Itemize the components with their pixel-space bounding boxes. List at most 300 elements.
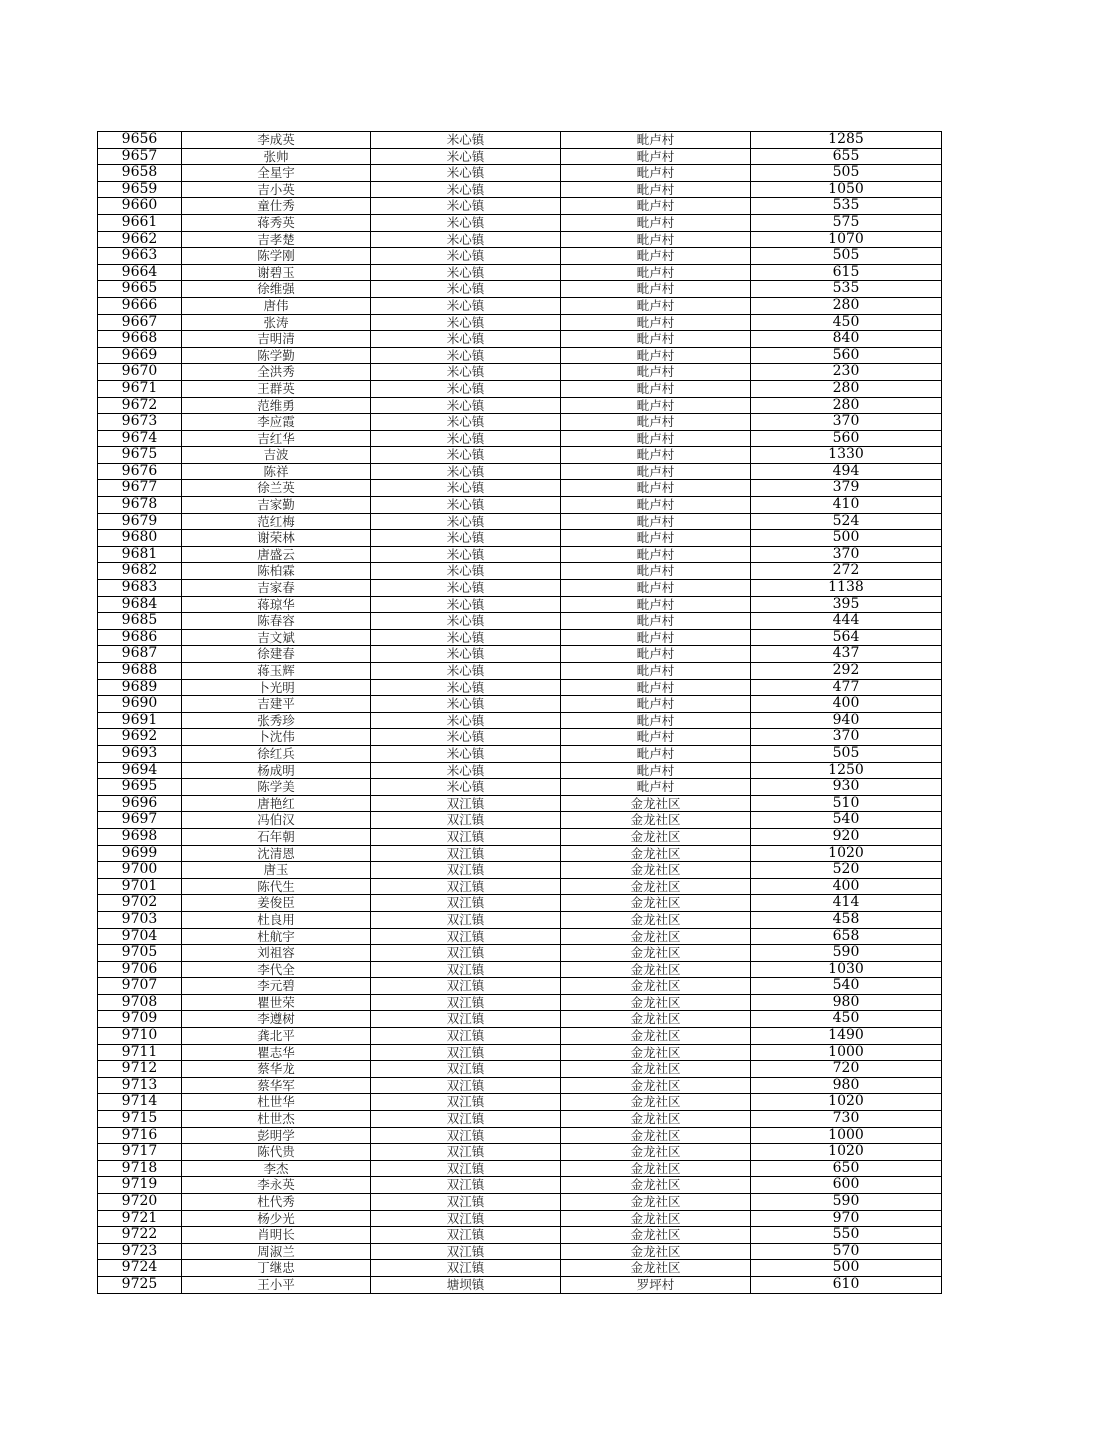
row-number-cell: 9724 bbox=[98, 1260, 182, 1277]
village-cell: 金龙社区 bbox=[561, 795, 751, 812]
village-cell: 金龙社区 bbox=[561, 812, 751, 829]
name-cell: 张秀珍 bbox=[182, 712, 371, 729]
row-number-cell: 9718 bbox=[98, 1160, 182, 1177]
town-cell: 双江镇 bbox=[371, 1044, 561, 1061]
row-number-cell: 9656 bbox=[98, 132, 182, 149]
name-cell: 唐伟 bbox=[182, 297, 371, 314]
table-row bbox=[98, 181, 942, 198]
town-cell: 双江镇 bbox=[371, 1260, 561, 1277]
table-row bbox=[98, 663, 942, 680]
table-row bbox=[98, 1260, 942, 1277]
row-number-cell: 9670 bbox=[98, 364, 182, 381]
name-cell: 卜沈伟 bbox=[182, 729, 371, 746]
town-cell: 米心镇 bbox=[371, 513, 561, 530]
village-cell: 毗卢村 bbox=[561, 513, 751, 530]
town-cell: 米心镇 bbox=[371, 447, 561, 464]
village-cell: 金龙社区 bbox=[561, 1160, 751, 1177]
village-cell: 金龙社区 bbox=[561, 1044, 751, 1061]
table-row bbox=[98, 563, 942, 580]
table-row bbox=[98, 198, 942, 215]
village-cell: 金龙社区 bbox=[561, 1061, 751, 1078]
village-cell: 金龙社区 bbox=[561, 895, 751, 912]
name-cell: 蔡华龙 bbox=[182, 1061, 371, 1078]
table-row bbox=[98, 679, 942, 696]
amount-cell: 590 bbox=[751, 1194, 942, 1211]
town-cell: 双江镇 bbox=[371, 1011, 561, 1028]
name-cell: 李应霞 bbox=[182, 414, 371, 431]
village-cell: 金龙社区 bbox=[561, 878, 751, 895]
town-cell: 米心镇 bbox=[371, 264, 561, 281]
row-number-cell: 9683 bbox=[98, 580, 182, 597]
name-cell: 王群英 bbox=[182, 380, 371, 397]
amount-cell: 280 bbox=[751, 380, 942, 397]
village-cell: 金龙社区 bbox=[561, 1227, 751, 1244]
town-cell: 双江镇 bbox=[371, 812, 561, 829]
village-cell: 金龙社区 bbox=[561, 1194, 751, 1211]
amount-cell: 1330 bbox=[751, 447, 942, 464]
row-number-cell: 9657 bbox=[98, 148, 182, 165]
amount-cell: 400 bbox=[751, 696, 942, 713]
name-cell: 杜世杰 bbox=[182, 1111, 371, 1128]
name-cell: 李元碧 bbox=[182, 978, 371, 995]
name-cell: 陈学勤 bbox=[182, 347, 371, 364]
row-number-cell: 9698 bbox=[98, 828, 182, 845]
amount-cell: 524 bbox=[751, 513, 942, 530]
amount-cell: 560 bbox=[751, 347, 942, 364]
table-row bbox=[98, 1011, 942, 1028]
town-cell: 米心镇 bbox=[371, 646, 561, 663]
row-number-cell: 9663 bbox=[98, 248, 182, 265]
table-row bbox=[98, 281, 942, 298]
row-number-cell: 9708 bbox=[98, 994, 182, 1011]
name-cell: 瞿志华 bbox=[182, 1044, 371, 1061]
table-row bbox=[98, 463, 942, 480]
name-cell: 张涛 bbox=[182, 314, 371, 331]
town-cell: 双江镇 bbox=[371, 862, 561, 879]
table-row bbox=[98, 1094, 942, 1111]
row-number-cell: 9669 bbox=[98, 347, 182, 364]
row-number-cell: 9725 bbox=[98, 1276, 182, 1293]
amount-cell: 1070 bbox=[751, 231, 942, 248]
town-cell: 米心镇 bbox=[371, 679, 561, 696]
amount-cell: 600 bbox=[751, 1177, 942, 1194]
town-cell: 双江镇 bbox=[371, 828, 561, 845]
row-number-cell: 9661 bbox=[98, 214, 182, 231]
row-number-cell: 9687 bbox=[98, 646, 182, 663]
amount-cell: 575 bbox=[751, 214, 942, 231]
row-number-cell: 9665 bbox=[98, 281, 182, 298]
name-cell: 吉建平 bbox=[182, 696, 371, 713]
town-cell: 塘坝镇 bbox=[371, 1276, 561, 1293]
amount-cell: 505 bbox=[751, 165, 942, 182]
name-cell: 冯伯汉 bbox=[182, 812, 371, 829]
amount-cell: 940 bbox=[751, 712, 942, 729]
village-cell: 毗卢村 bbox=[561, 430, 751, 447]
name-cell: 李遵树 bbox=[182, 1011, 371, 1028]
amount-cell: 458 bbox=[751, 911, 942, 928]
amount-cell: 1030 bbox=[751, 961, 942, 978]
town-cell: 米心镇 bbox=[371, 231, 561, 248]
name-cell: 徐维强 bbox=[182, 281, 371, 298]
table-row bbox=[98, 629, 942, 646]
name-cell: 吉红华 bbox=[182, 430, 371, 447]
amount-cell: 1250 bbox=[751, 762, 942, 779]
amount-cell: 500 bbox=[751, 530, 942, 547]
name-cell: 李永英 bbox=[182, 1177, 371, 1194]
village-cell: 金龙社区 bbox=[561, 1077, 751, 1094]
village-cell: 金龙社区 bbox=[561, 945, 751, 962]
name-cell: 沈清恩 bbox=[182, 845, 371, 862]
village-cell: 毗卢村 bbox=[561, 214, 751, 231]
village-cell: 毗卢村 bbox=[561, 165, 751, 182]
village-cell: 金龙社区 bbox=[561, 862, 751, 879]
town-cell: 双江镇 bbox=[371, 1094, 561, 1111]
amount-cell: 930 bbox=[751, 779, 942, 796]
amount-cell: 1000 bbox=[751, 1127, 942, 1144]
town-cell: 米心镇 bbox=[371, 712, 561, 729]
amount-cell: 400 bbox=[751, 878, 942, 895]
table-row bbox=[98, 878, 942, 895]
row-number-cell: 9689 bbox=[98, 679, 182, 696]
amount-cell: 840 bbox=[751, 331, 942, 348]
town-cell: 双江镇 bbox=[371, 911, 561, 928]
town-cell: 米心镇 bbox=[371, 546, 561, 563]
table-row bbox=[98, 480, 942, 497]
amount-cell: 444 bbox=[751, 613, 942, 630]
name-cell: 唐艳红 bbox=[182, 795, 371, 812]
table-row bbox=[98, 646, 942, 663]
name-cell: 周淑兰 bbox=[182, 1243, 371, 1260]
row-number-cell: 9668 bbox=[98, 331, 182, 348]
village-cell: 毗卢村 bbox=[561, 712, 751, 729]
amount-cell: 370 bbox=[751, 729, 942, 746]
amount-cell: 564 bbox=[751, 629, 942, 646]
name-cell: 陈代生 bbox=[182, 878, 371, 895]
town-cell: 米心镇 bbox=[371, 198, 561, 215]
table-row bbox=[98, 264, 942, 281]
name-cell: 谢荣林 bbox=[182, 530, 371, 547]
amount-cell: 535 bbox=[751, 281, 942, 298]
village-cell: 毗卢村 bbox=[561, 563, 751, 580]
amount-cell: 437 bbox=[751, 646, 942, 663]
name-cell: 杜代秀 bbox=[182, 1194, 371, 1211]
name-cell: 全星宇 bbox=[182, 165, 371, 182]
name-cell: 吉家勤 bbox=[182, 497, 371, 514]
row-number-cell: 9696 bbox=[98, 795, 182, 812]
amount-cell: 500 bbox=[751, 1260, 942, 1277]
town-cell: 米心镇 bbox=[371, 132, 561, 149]
table-row bbox=[98, 314, 942, 331]
name-cell: 唐玉 bbox=[182, 862, 371, 879]
village-cell: 金龙社区 bbox=[561, 928, 751, 945]
amount-cell: 560 bbox=[751, 430, 942, 447]
village-cell: 金龙社区 bbox=[561, 994, 751, 1011]
village-cell: 金龙社区 bbox=[561, 1094, 751, 1111]
village-cell: 毗卢村 bbox=[561, 646, 751, 663]
row-number-cell: 9692 bbox=[98, 729, 182, 746]
name-cell: 卜光明 bbox=[182, 679, 371, 696]
table-row bbox=[98, 745, 942, 762]
amount-cell: 505 bbox=[751, 745, 942, 762]
name-cell: 蒋玉辉 bbox=[182, 663, 371, 680]
name-cell: 石年朝 bbox=[182, 828, 371, 845]
amount-cell: 370 bbox=[751, 546, 942, 563]
row-number-cell: 9688 bbox=[98, 663, 182, 680]
table-row bbox=[98, 148, 942, 165]
village-cell: 金龙社区 bbox=[561, 1177, 751, 1194]
town-cell: 米心镇 bbox=[371, 580, 561, 597]
row-number-cell: 9674 bbox=[98, 430, 182, 447]
name-cell: 张帅 bbox=[182, 148, 371, 165]
amount-cell: 655 bbox=[751, 148, 942, 165]
amount-cell: 658 bbox=[751, 928, 942, 945]
town-cell: 米心镇 bbox=[371, 181, 561, 198]
amount-cell: 980 bbox=[751, 1077, 942, 1094]
table-row bbox=[98, 978, 942, 995]
amount-cell: 1285 bbox=[751, 132, 942, 149]
amount-cell: 280 bbox=[751, 397, 942, 414]
village-cell: 毗卢村 bbox=[561, 132, 751, 149]
village-cell: 毗卢村 bbox=[561, 546, 751, 563]
table-row bbox=[98, 397, 942, 414]
village-cell: 金龙社区 bbox=[561, 845, 751, 862]
table-row bbox=[98, 795, 942, 812]
row-number-cell: 9710 bbox=[98, 1028, 182, 1045]
amount-cell: 540 bbox=[751, 978, 942, 995]
village-cell: 金龙社区 bbox=[561, 961, 751, 978]
village-cell: 毗卢村 bbox=[561, 447, 751, 464]
table-row bbox=[98, 961, 942, 978]
name-cell: 徐建春 bbox=[182, 646, 371, 663]
amount-cell: 1050 bbox=[751, 181, 942, 198]
name-cell: 徐红兵 bbox=[182, 745, 371, 762]
table-row bbox=[98, 447, 942, 464]
table-row bbox=[98, 1077, 942, 1094]
town-cell: 双江镇 bbox=[371, 878, 561, 895]
row-number-cell: 9685 bbox=[98, 613, 182, 630]
town-cell: 米心镇 bbox=[371, 729, 561, 746]
village-cell: 毗卢村 bbox=[561, 530, 751, 547]
village-cell: 毗卢村 bbox=[561, 663, 751, 680]
amount-cell: 535 bbox=[751, 198, 942, 215]
table-row bbox=[98, 712, 942, 729]
row-number-cell: 9676 bbox=[98, 463, 182, 480]
town-cell: 米心镇 bbox=[371, 480, 561, 497]
table-row bbox=[98, 613, 942, 630]
town-cell: 米心镇 bbox=[371, 762, 561, 779]
row-number-cell: 9702 bbox=[98, 895, 182, 912]
town-cell: 米心镇 bbox=[371, 563, 561, 580]
row-number-cell: 9701 bbox=[98, 878, 182, 895]
table-row bbox=[98, 1144, 942, 1161]
town-cell: 米心镇 bbox=[371, 281, 561, 298]
table-row bbox=[98, 1243, 942, 1260]
village-cell: 毗卢村 bbox=[561, 762, 751, 779]
amount-cell: 395 bbox=[751, 596, 942, 613]
name-cell: 杜世华 bbox=[182, 1094, 371, 1111]
table-row bbox=[98, 1194, 942, 1211]
table-body bbox=[98, 132, 942, 1294]
name-cell: 姜俊臣 bbox=[182, 895, 371, 912]
table-row bbox=[98, 1177, 942, 1194]
amount-cell: 590 bbox=[751, 945, 942, 962]
table-row bbox=[98, 945, 942, 962]
name-cell: 杨少光 bbox=[182, 1210, 371, 1227]
village-cell: 毗卢村 bbox=[561, 248, 751, 265]
table-row bbox=[98, 911, 942, 928]
village-cell: 金龙社区 bbox=[561, 911, 751, 928]
town-cell: 米心镇 bbox=[371, 248, 561, 265]
town-cell: 米心镇 bbox=[371, 745, 561, 762]
town-cell: 双江镇 bbox=[371, 1227, 561, 1244]
row-number-cell: 9677 bbox=[98, 480, 182, 497]
row-number-cell: 9662 bbox=[98, 231, 182, 248]
amount-cell: 720 bbox=[751, 1061, 942, 1078]
amount-cell: 540 bbox=[751, 812, 942, 829]
amount-cell: 280 bbox=[751, 297, 942, 314]
amount-cell: 1490 bbox=[751, 1028, 942, 1045]
village-cell: 金龙社区 bbox=[561, 828, 751, 845]
amount-cell: 414 bbox=[751, 895, 942, 912]
table-row bbox=[98, 132, 942, 149]
table-row bbox=[98, 1160, 942, 1177]
town-cell: 双江镇 bbox=[371, 1144, 561, 1161]
table-row bbox=[98, 347, 942, 364]
table-row bbox=[98, 812, 942, 829]
village-cell: 金龙社区 bbox=[561, 1028, 751, 1045]
village-cell: 毗卢村 bbox=[561, 281, 751, 298]
table-row bbox=[98, 380, 942, 397]
row-number-cell: 9681 bbox=[98, 546, 182, 563]
name-cell: 陈学美 bbox=[182, 779, 371, 796]
name-cell: 陈柏霖 bbox=[182, 563, 371, 580]
table-row bbox=[98, 580, 942, 597]
name-cell: 吉小英 bbox=[182, 181, 371, 198]
table-row bbox=[98, 231, 942, 248]
village-cell: 毗卢村 bbox=[561, 231, 751, 248]
row-number-cell: 9672 bbox=[98, 397, 182, 414]
table-row bbox=[98, 1111, 942, 1128]
table-row bbox=[98, 530, 942, 547]
name-cell: 杨成明 bbox=[182, 762, 371, 779]
amount-cell: 970 bbox=[751, 1210, 942, 1227]
table-row bbox=[98, 414, 942, 431]
town-cell: 双江镇 bbox=[371, 895, 561, 912]
row-number-cell: 9704 bbox=[98, 928, 182, 945]
village-cell: 金龙社区 bbox=[561, 1243, 751, 1260]
amount-cell: 505 bbox=[751, 248, 942, 265]
table-row bbox=[98, 214, 942, 231]
village-cell: 毗卢村 bbox=[561, 397, 751, 414]
town-cell: 米心镇 bbox=[371, 779, 561, 796]
row-number-cell: 9716 bbox=[98, 1127, 182, 1144]
name-cell: 杜良用 bbox=[182, 911, 371, 928]
table-row bbox=[98, 1028, 942, 1045]
amount-cell: 450 bbox=[751, 314, 942, 331]
village-cell: 毗卢村 bbox=[561, 331, 751, 348]
amount-cell: 1020 bbox=[751, 1094, 942, 1111]
village-cell: 毗卢村 bbox=[561, 198, 751, 215]
row-number-cell: 9666 bbox=[98, 297, 182, 314]
row-number-cell: 9712 bbox=[98, 1061, 182, 1078]
row-number-cell: 9703 bbox=[98, 911, 182, 928]
village-cell: 金龙社区 bbox=[561, 1144, 751, 1161]
town-cell: 米心镇 bbox=[371, 214, 561, 231]
town-cell: 米心镇 bbox=[371, 463, 561, 480]
row-number-cell: 9658 bbox=[98, 165, 182, 182]
row-number-cell: 9695 bbox=[98, 779, 182, 796]
table-row bbox=[98, 696, 942, 713]
village-cell: 金龙社区 bbox=[561, 978, 751, 995]
name-cell: 范红梅 bbox=[182, 513, 371, 530]
village-cell: 毗卢村 bbox=[561, 264, 751, 281]
village-cell: 毗卢村 bbox=[561, 364, 751, 381]
amount-cell: 615 bbox=[751, 264, 942, 281]
village-cell: 毗卢村 bbox=[561, 596, 751, 613]
amount-cell: 370 bbox=[751, 414, 942, 431]
amount-cell: 410 bbox=[751, 497, 942, 514]
village-cell: 毗卢村 bbox=[561, 745, 751, 762]
town-cell: 双江镇 bbox=[371, 1061, 561, 1078]
town-cell: 双江镇 bbox=[371, 845, 561, 862]
name-cell: 陈祥 bbox=[182, 463, 371, 480]
name-cell: 陈代贵 bbox=[182, 1144, 371, 1161]
table-row bbox=[98, 1127, 942, 1144]
village-cell: 毗卢村 bbox=[561, 414, 751, 431]
name-cell: 谢碧玉 bbox=[182, 264, 371, 281]
table-row bbox=[98, 546, 942, 563]
row-number-cell: 9691 bbox=[98, 712, 182, 729]
table-row bbox=[98, 994, 942, 1011]
table-row bbox=[98, 828, 942, 845]
name-cell: 李杰 bbox=[182, 1160, 371, 1177]
town-cell: 双江镇 bbox=[371, 1194, 561, 1211]
name-cell: 蒋秀英 bbox=[182, 214, 371, 231]
row-number-cell: 9714 bbox=[98, 1094, 182, 1111]
amount-cell: 379 bbox=[751, 480, 942, 497]
village-cell: 毗卢村 bbox=[561, 497, 751, 514]
town-cell: 米心镇 bbox=[371, 297, 561, 314]
name-cell: 瞿世荣 bbox=[182, 994, 371, 1011]
town-cell: 双江镇 bbox=[371, 795, 561, 812]
row-number-cell: 9711 bbox=[98, 1044, 182, 1061]
amount-cell: 230 bbox=[751, 364, 942, 381]
name-cell: 李成英 bbox=[182, 132, 371, 149]
name-cell: 童仕秀 bbox=[182, 198, 371, 215]
town-cell: 双江镇 bbox=[371, 1160, 561, 1177]
amount-cell: 550 bbox=[751, 1227, 942, 1244]
name-cell: 唐盛云 bbox=[182, 546, 371, 563]
village-cell: 毗卢村 bbox=[561, 779, 751, 796]
row-number-cell: 9686 bbox=[98, 629, 182, 646]
table-row bbox=[98, 430, 942, 447]
row-number-cell: 9720 bbox=[98, 1194, 182, 1211]
row-number-cell: 9700 bbox=[98, 862, 182, 879]
town-cell: 双江镇 bbox=[371, 1077, 561, 1094]
table-row bbox=[98, 1276, 942, 1293]
row-number-cell: 9684 bbox=[98, 596, 182, 613]
name-cell: 吉孝楚 bbox=[182, 231, 371, 248]
village-cell: 毗卢村 bbox=[561, 613, 751, 630]
town-cell: 双江镇 bbox=[371, 978, 561, 995]
row-number-cell: 9659 bbox=[98, 181, 182, 198]
table-row bbox=[98, 596, 942, 613]
amount-cell: 510 bbox=[751, 795, 942, 812]
row-number-cell: 9699 bbox=[98, 845, 182, 862]
name-cell: 丁继忠 bbox=[182, 1260, 371, 1277]
row-number-cell: 9723 bbox=[98, 1243, 182, 1260]
town-cell: 米心镇 bbox=[371, 497, 561, 514]
